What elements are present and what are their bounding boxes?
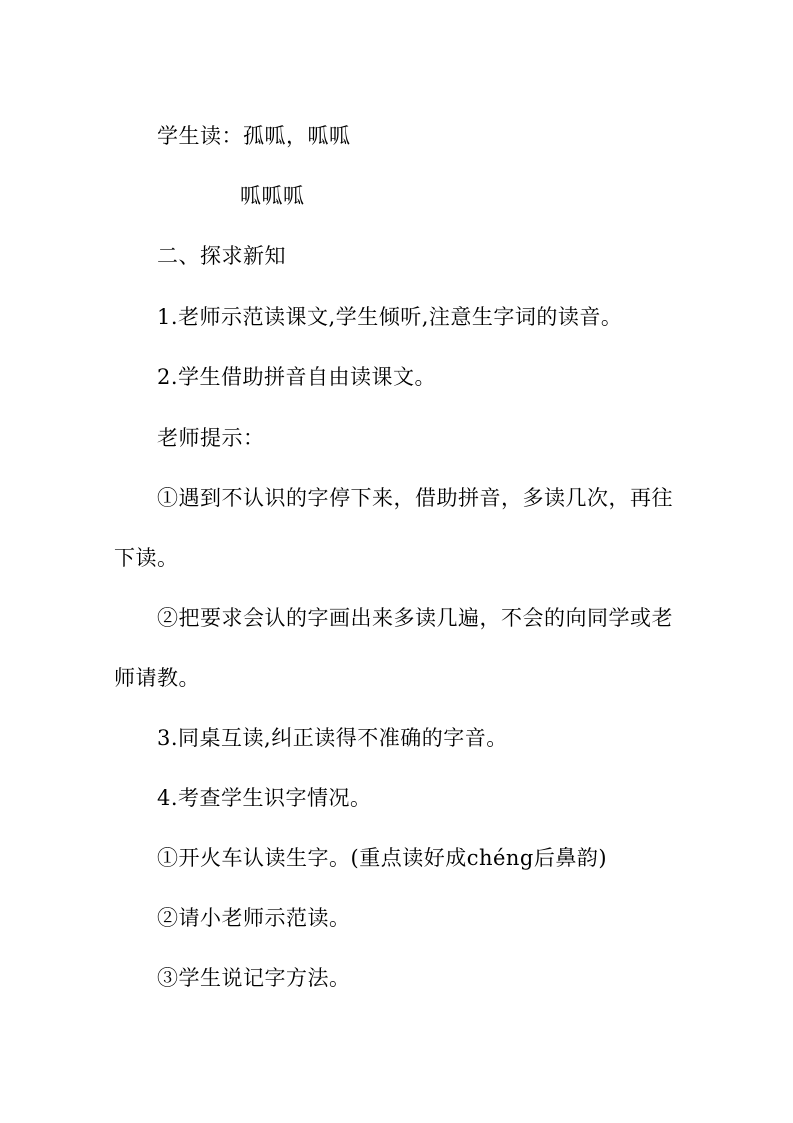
step-4-item-1: ①开火车认读生字。(重点读好成chéng后鼻韵)	[157, 846, 608, 870]
tip-2-text: ②把要求会认的字画出来多读几遍，不会的向同学或老	[157, 606, 673, 630]
step-2-text: 2.学生借助拼音自由读课文。	[157, 365, 437, 389]
step-1-text: 1.老师示范读课文,学生倾听,注意生字词的读音。	[157, 305, 623, 329]
step-4-text: 4.考查学生识字情况。	[157, 786, 372, 810]
step-3-text: 3.同桌互读,纠正读得不准确的字音。	[157, 726, 508, 750]
step-4-item-3: ③学生说记字方法。	[157, 966, 351, 990]
step-4-item-2: ②请小老师示范读。	[157, 906, 351, 930]
tip-1-continuation: 下读。	[114, 546, 179, 570]
teacher-tips-heading: 老师提示：	[157, 426, 265, 450]
student-reading-continuation: 呱呱呱	[240, 184, 305, 208]
student-reading-line: 学生读：孤呱，呱呱	[157, 124, 351, 148]
tip-1-text: ①遇到不认识的字停下来，借助拼音，多读几次，再往	[157, 486, 673, 510]
section-heading: 二、探求新知	[157, 244, 286, 268]
tip-2-continuation: 师请教。	[114, 666, 200, 690]
